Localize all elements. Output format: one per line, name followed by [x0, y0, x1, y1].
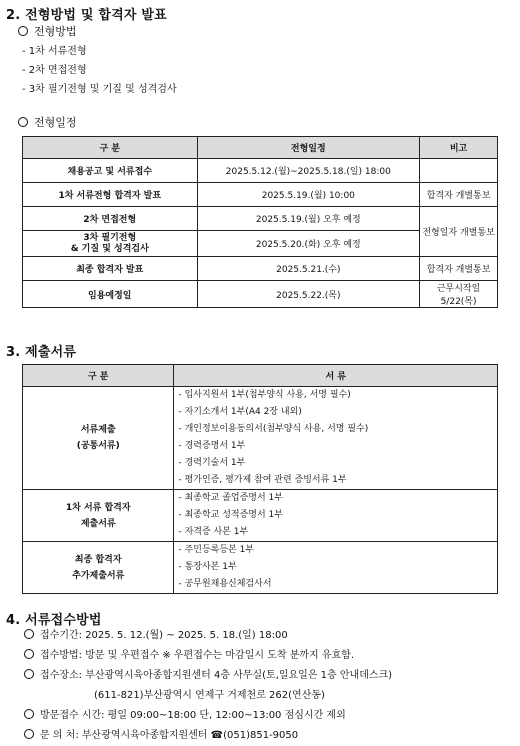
info-line	[24, 726, 392, 746]
list-item: - 경력기술서 1부	[178, 458, 246, 468]
schedule-name: 임용예정일	[23, 281, 198, 308]
table-row	[23, 490, 498, 542]
table-row	[23, 159, 498, 183]
table-row	[23, 281, 498, 308]
documents-header: 서 류	[174, 365, 498, 387]
info-text: 접수기간: 2025. 5. 12.(월) ~ 2025. 5. 18.(일) 18:00	[40, 630, 288, 641]
documents-list	[174, 490, 498, 542]
section2-title: 2. 전형방법 및 합격자 발표	[6, 8, 167, 23]
documents-list	[174, 387, 498, 490]
schedule-name: 2차 면접전형	[23, 207, 198, 231]
info-text: (611-821)부산광역시 연제구 거제천로 262(연산동)	[94, 690, 325, 701]
section4-title: 4. 서류접수방법	[6, 613, 102, 628]
table-row	[23, 257, 498, 281]
info-text: 방문접수 시간: 평일 09:00~18:00 단, 12:00~13:00 점심시간 제외	[40, 710, 346, 721]
schedule-date: 2025.5.21.(수)	[197, 257, 420, 281]
circle-bullet-icon	[18, 26, 28, 36]
step-item: - 1차 서류전형	[22, 46, 87, 57]
step-item: - 3차 필기전형 및 기질 및 성격검사	[22, 84, 177, 95]
circle-bullet-icon	[18, 117, 28, 127]
list-item: - 통장사본 1부	[178, 562, 237, 572]
schedule-header: 비고	[420, 137, 498, 159]
list-item: - 평가인증, 평가제 참여 관련 증빙서류 1부	[178, 475, 347, 485]
info-line	[24, 666, 392, 686]
list-item: - 자기소개서 1부(A4 2장 내외)	[178, 407, 302, 417]
info-line	[24, 646, 392, 666]
info-text: 접수방법: 방문 및 우편접수 ※ 우편접수는 마감일시 도착 분까지 유효함.	[40, 650, 355, 661]
circle-bullet-icon	[24, 729, 34, 739]
list-item: - 최종학교 성적증명서 1부	[178, 510, 283, 520]
schedule-label: 전형일정	[34, 116, 77, 129]
schedule-name: 1차 서류전형 합격자 발표	[23, 183, 198, 207]
schedule-table	[22, 136, 498, 308]
info-line	[24, 706, 392, 726]
list-item: - 개인정보이용동의서(첨부양식 사용, 서명 필수)	[178, 424, 369, 434]
section3-title: 3. 제출서류	[6, 345, 77, 360]
documents-header: 구 분	[23, 365, 174, 387]
circle-bullet-icon	[24, 709, 34, 719]
schedule-date: 2025.5.19.(월) 오후 예정	[197, 207, 420, 231]
table-row	[23, 542, 498, 594]
list-item: - 자격증 사본 1부	[178, 527, 249, 537]
table-row	[23, 387, 498, 490]
schedule-date: 2025.5.12.(월)~2025.5.18.(일) 18:00	[197, 159, 420, 183]
schedule-name: 최종 합격자 발표	[23, 257, 198, 281]
schedule-header: 전형일정	[197, 137, 420, 159]
circle-bullet-icon	[24, 649, 34, 659]
application-info	[24, 626, 392, 746]
list-item: - 주민등록등본 1부	[178, 545, 255, 555]
schedule-note	[420, 159, 498, 183]
table-row	[23, 207, 498, 231]
circle-bullet-icon	[24, 669, 34, 679]
list-item: - 공무원채용신체검사서	[178, 579, 272, 589]
schedule-note: 전형일자 개별통보	[420, 207, 498, 257]
schedule-note: 합격자 개별통보	[420, 257, 498, 281]
schedule-note: 합격자 개별통보	[420, 183, 498, 207]
schedule-name: 채용공고 및 서류접수	[23, 159, 198, 183]
table-row	[23, 183, 498, 207]
info-line	[24, 686, 392, 706]
list-item: - 경력증명서 1부	[178, 441, 246, 451]
documents-list	[174, 542, 498, 594]
info-text: 접수장소: 부산광역시육아종합지원센터 4층 사무실(토,일요일은 1층 안내데스크)	[40, 670, 393, 681]
documents-table	[22, 364, 498, 594]
schedule-header: 구 분	[23, 137, 198, 159]
schedule-date: 2025.5.19.(월) 10:00	[197, 183, 420, 207]
documents-group-name: 최종 합격자 추가제출서류	[23, 542, 174, 594]
method-heading	[18, 23, 77, 39]
info-text: 문 의 처: 부산광역시육아종합지원센터 ☎(051)851-9050	[40, 730, 299, 741]
list-item: - 입사지원서 1부(첨부양식 사용, 서명 필수)	[178, 390, 351, 400]
schedule-note: 근무시작일5/22(목)	[420, 281, 498, 308]
info-line	[24, 626, 392, 646]
schedule-date: 2025.5.20.(화) 오후 예정	[197, 231, 420, 257]
method-label: 전형방법	[34, 25, 77, 38]
documents-group-name: 1차 서류 합격자 제출서류	[23, 490, 174, 542]
schedule-heading	[18, 114, 77, 130]
schedule-date: 2025.5.22.(목)	[197, 281, 420, 308]
list-item: - 최종학교 졸업증명서 1부	[178, 493, 283, 503]
schedule-name: 3차 필기전형 & 기질 및 성격검사	[23, 231, 198, 257]
documents-group-name: 서류제출 (공통서류)	[23, 387, 174, 490]
circle-bullet-icon	[24, 629, 34, 639]
step-item: - 2차 면접전형	[22, 65, 87, 76]
